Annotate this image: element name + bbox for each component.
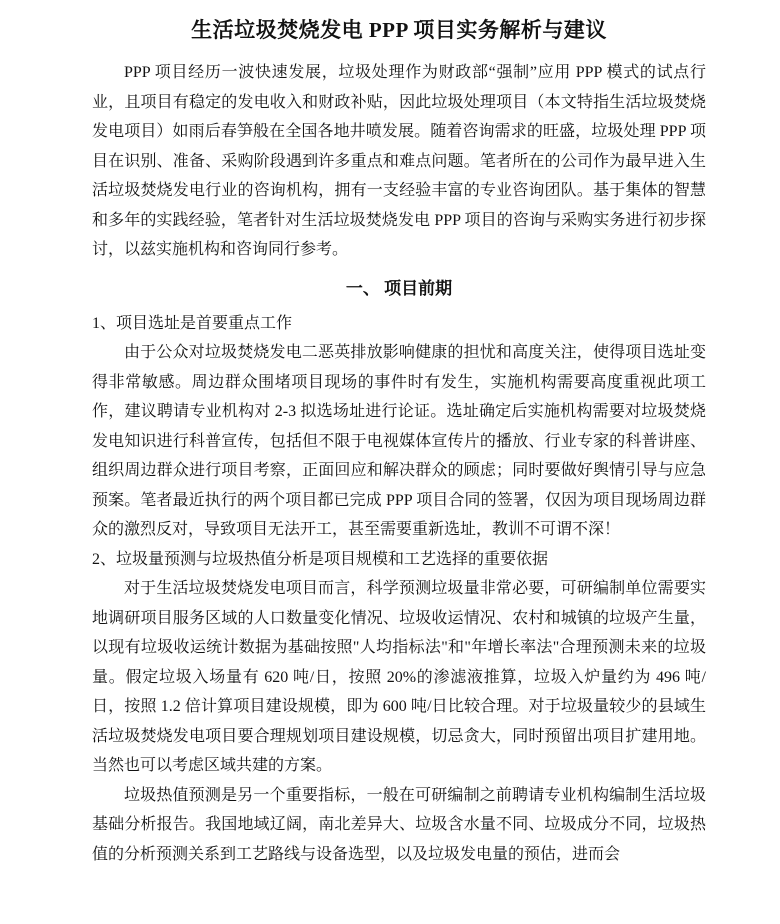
paragraph-intro: PPP 项目经历一波快速发展，垃圾处理作为财政部“强制”应用 PPP 模式的试点行业，且项目有稳定的发电收入和财政补贴，因此垃圾处理项目（本文特指生活垃圾焚烧发电项目）如雨后春笋般在全国各地井喷发展。随着咨询需求的旺盛，垃圾处理 PPP 项目在识别、准备、采购阶段遇到许多重点和难点问题。笔者所在的公司作为最早进入生活垃圾焚烧发电行业的咨询机构，拥有一支经验丰富的专业咨询团队。基于集体的智慧和多年的实践经验，笔者针对生活垃圾焚烧发电 PPP 项目的咨询与采购实务进行初步探讨，以兹实施机构和咨询同行参考。 [92, 64, 706, 258]
subheading-waste-volume-forecast: 2、垃圾量预测与垃圾热值分析是项目规模和工艺选择的重要依据 [92, 550, 549, 568]
subheading-site-selection: 1、项目选址是首要重点工作 [92, 314, 293, 332]
paragraph-heat-value: 垃圾热值预测是另一个重要指标，一般在可研编制之前聘请专业机构编制生活垃圾基础分析报告。我国地域辽阔，南北差异大、垃圾含水量不同、垃圾成分不同，垃圾热值的分析预测关系到工艺路线与设备选型，以及垃圾发电量的预估，进而会 [92, 786, 706, 863]
section-heading-project-early-stage: 一、 项目前期 [345, 278, 453, 298]
paragraph-site-selection: 由于公众对垃圾焚烧发电二恶英排放影响健康的担忧和高度关注，使得项目选址变得非常敏感。周边群众围堵项目现场的事件时有发生，实施机构需要高度重视此项工作，建议聘请专业机构对 2-3 拟选场址进行论证。选址确定后实施机构需要对垃圾焚烧发电知识进行科普宣传，包括但不限于电视媒体宣传片的播放、行业专家的科普讲座、组织周边群众进行项目考察，正面回应和解决群众的顾虑；同时要做好舆情引导与应急预案。笔者最近执行的两个项目都已完成 PPP 项目合同的签署，仅因为项目现场周边群众的激烈反对，导致项目无法开工，甚至需要重新选址，教训不可谓不深！ [92, 344, 706, 538]
paragraph-waste-forecast: 对于生活垃圾焚烧发电项目而言，科学预测垃圾量非常必要，可研编制单位需要实地调研项目服务区域的人口数量变化情况、垃圾收运情况、农村和城镇的垃圾产生量，以现有垃圾收运统计数据为基础按照"人均指标法"和"年增长率法"合理预测未来的垃圾量。假定垃圾入场量有 620 吨/日，按照 20%的渗滤液推算，垃圾入炉量约为 496 吨/日，按照 1.2 倍计算项目建设规模，即为 600 吨/日比较合理。对于垃圾量较少的县域生活垃圾焚烧发电项目要合理规划项目建设规模，切忌贪大，同时预留出项目扩建用地。当然也可以考虑区域共建的方案。 [92, 580, 706, 774]
document-title: 生活垃圾焚烧发电 PPP 项目实务解析与建议 [191, 18, 607, 42]
